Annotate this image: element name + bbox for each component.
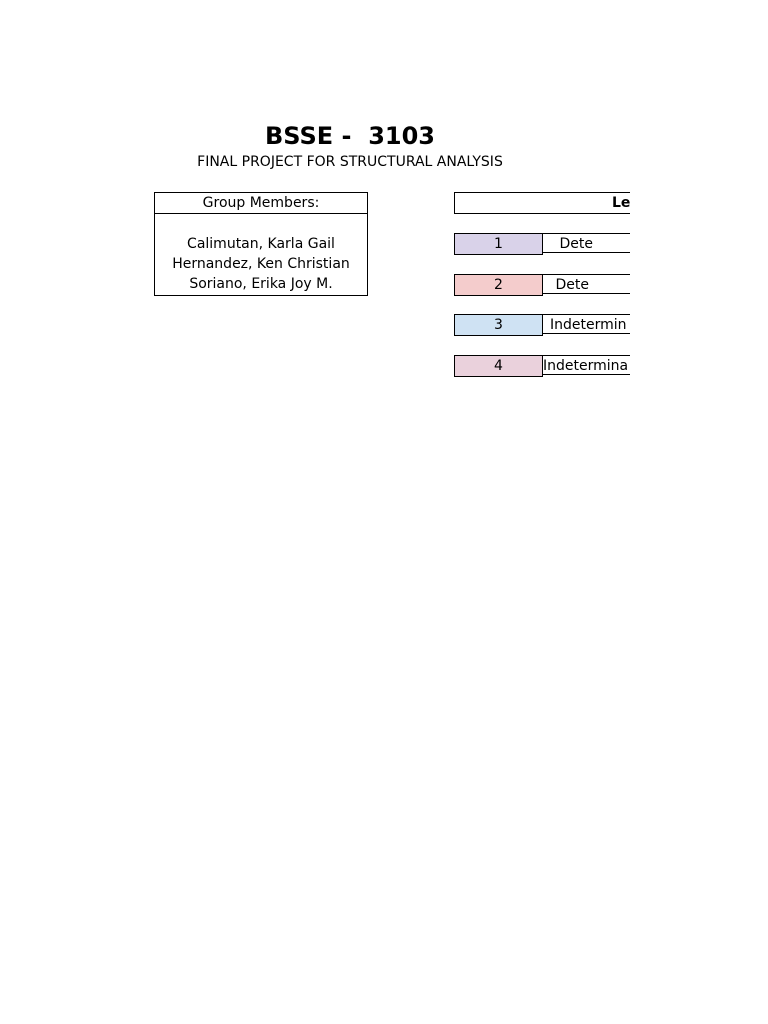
group-member: Soriano, Erika Joy M. xyxy=(189,276,333,292)
page-subtitle: FINAL PROJECT FOR STRUCTURAL ANALYSIS xyxy=(197,154,503,170)
group-member: Hernandez, Ken Christian xyxy=(172,256,350,272)
legend-label: Indetermina xyxy=(542,355,630,375)
legend-label: Dete xyxy=(542,233,630,253)
legend-label: Dete xyxy=(542,274,630,294)
legend-label: Indetermin xyxy=(542,314,630,334)
page-title: BSSE - 3103 xyxy=(264,122,435,150)
group-members-header: Group Members: xyxy=(155,193,367,214)
group-member: Calimutan, Karla Gail xyxy=(187,236,335,252)
legend-header xyxy=(454,192,630,214)
group-members-box xyxy=(154,192,368,296)
legend-header-label: Le xyxy=(612,195,630,211)
legend-number: 3 xyxy=(454,314,543,336)
legend-number: 2 xyxy=(454,274,543,296)
legend-number: 1 xyxy=(454,233,543,255)
group-members-list xyxy=(155,214,367,294)
legend-number: 4 xyxy=(454,355,543,377)
